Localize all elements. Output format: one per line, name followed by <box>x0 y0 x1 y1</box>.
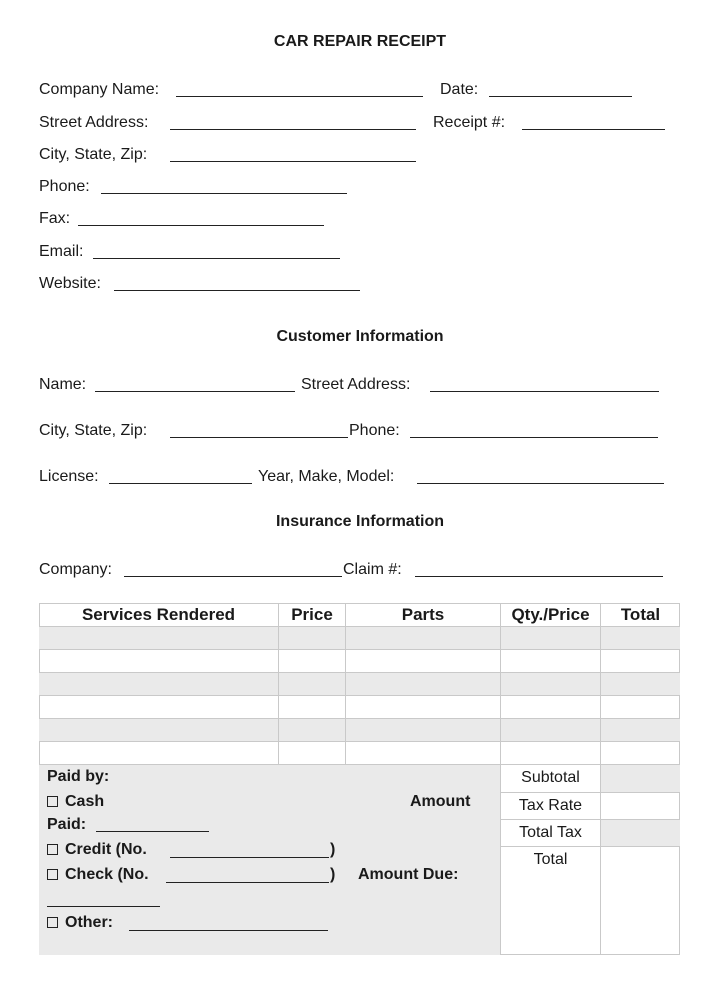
price-cell[interactable] <box>279 650 346 673</box>
license-label: License: <box>39 468 99 485</box>
price-cell[interactable] <box>279 719 346 742</box>
paid-label: Paid: <box>47 816 87 833</box>
street-address-label: Street Address: <box>39 114 149 131</box>
qty-price-cell[interactable] <box>501 719 601 742</box>
customer-street-field[interactable] <box>430 391 659 392</box>
credit-label: Credit (No. <box>65 841 147 858</box>
cash-checkbox-icon[interactable] <box>47 796 58 807</box>
services-cell[interactable] <box>39 650 279 673</box>
customer-name-field[interactable] <box>95 391 295 392</box>
price-cell[interactable] <box>279 696 346 719</box>
insurance-info-heading: Insurance Information <box>275 513 445 530</box>
total-tax-label: Total Tax <box>501 820 601 847</box>
receipt-number-field[interactable] <box>522 129 665 130</box>
other-option[interactable] <box>47 913 113 933</box>
qty-price-cell[interactable] <box>501 673 601 696</box>
website-label: Website: <box>39 275 101 292</box>
credit-close-paren: ) <box>330 841 336 858</box>
price-cell[interactable] <box>279 627 346 650</box>
customer-phone-field[interactable] <box>410 437 658 438</box>
claim-number-label: Claim #: <box>343 561 402 578</box>
page-title: CAR REPAIR RECEIPT <box>273 33 447 50</box>
qty-price-cell[interactable] <box>501 696 601 719</box>
total-cell[interactable] <box>601 673 680 696</box>
services-cell[interactable] <box>39 719 279 742</box>
date-label: Date: <box>440 81 479 98</box>
check-close-paren: ) <box>330 866 336 883</box>
receipt-number-label: Receipt #: <box>433 114 506 131</box>
other-field[interactable] <box>129 930 328 931</box>
customer-name-label: Name: <box>39 376 87 393</box>
check-extra-field[interactable] <box>47 906 160 907</box>
credit-checkbox-icon[interactable] <box>47 844 58 855</box>
street-address-field[interactable] <box>170 129 416 130</box>
subtotal-label: Subtotal <box>501 765 601 793</box>
paid-by-label: Paid by: <box>47 768 110 785</box>
parts-cell[interactable] <box>346 627 501 650</box>
license-field[interactable] <box>109 483 252 484</box>
parts-cell[interactable] <box>346 696 501 719</box>
services-table <box>39 603 680 955</box>
qty-price-cell[interactable] <box>501 742 601 765</box>
amount-label: Amount <box>410 793 471 810</box>
parts-cell[interactable] <box>346 650 501 673</box>
header-parts: Parts <box>346 603 501 627</box>
qty-price-cell[interactable] <box>501 650 601 673</box>
total-cell[interactable] <box>601 650 680 673</box>
customer-info-heading: Customer Information <box>276 328 444 345</box>
tax-rate-value[interactable] <box>601 793 680 820</box>
header-total: Total <box>601 603 680 627</box>
price-cell[interactable] <box>279 673 346 696</box>
services-cell[interactable] <box>39 696 279 719</box>
parts-cell[interactable] <box>346 742 501 765</box>
year-make-model-label: Year, Make, Model: <box>258 468 395 485</box>
parts-cell[interactable] <box>346 673 501 696</box>
phone-field[interactable] <box>101 193 347 194</box>
total-cell[interactable] <box>601 696 680 719</box>
check-checkbox-icon[interactable] <box>47 869 58 880</box>
customer-street-label: Street Address: <box>301 376 411 393</box>
services-cell[interactable] <box>39 673 279 696</box>
customer-phone-label: Phone: <box>349 422 400 439</box>
claim-number-field[interactable] <box>415 576 663 577</box>
fax-label: Fax: <box>39 210 71 227</box>
header-services-rendered: Services Rendered <box>39 603 279 627</box>
check-label: Check (No. <box>65 866 149 883</box>
total-cell[interactable] <box>601 627 680 650</box>
header-qty-price: Qty./Price <box>501 603 601 627</box>
check-option[interactable] <box>47 865 149 885</box>
price-cell[interactable] <box>279 742 346 765</box>
total-cell[interactable] <box>601 742 680 765</box>
customer-city-label: City, State, Zip: <box>39 422 148 439</box>
check-number-field[interactable] <box>166 882 329 883</box>
customer-city-field[interactable] <box>170 437 348 438</box>
website-field[interactable] <box>114 290 360 291</box>
date-field[interactable] <box>489 96 632 97</box>
total-cell[interactable] <box>601 719 680 742</box>
city-state-zip-label: City, State, Zip: <box>39 146 148 163</box>
phone-label: Phone: <box>39 178 90 195</box>
fax-field[interactable] <box>78 225 324 226</box>
city-state-zip-field[interactable] <box>170 161 416 162</box>
email-field[interactable] <box>93 258 340 259</box>
total-tax-value[interactable] <box>601 820 680 847</box>
email-label: Email: <box>39 243 84 260</box>
amount-paid-field[interactable] <box>96 831 209 832</box>
services-cell[interactable] <box>39 742 279 765</box>
company-name-field[interactable] <box>176 96 423 97</box>
total-label: Total <box>501 847 601 955</box>
subtotal-value[interactable] <box>601 765 680 793</box>
other-label: Other: <box>65 914 113 931</box>
amount-due-label: Amount Due: <box>358 866 459 883</box>
services-cell[interactable] <box>39 627 279 650</box>
tax-rate-label: Tax Rate <box>501 793 601 820</box>
credit-number-field[interactable] <box>170 857 329 858</box>
cash-label: Cash <box>65 793 105 810</box>
other-checkbox-icon[interactable] <box>47 917 58 928</box>
company-name-label: Company Name: <box>39 81 160 98</box>
insurance-company-label: Company: <box>39 561 112 578</box>
total-value[interactable] <box>601 847 680 955</box>
insurance-company-field[interactable] <box>124 576 342 577</box>
header-price: Price <box>279 603 346 627</box>
year-make-model-field[interactable] <box>417 483 664 484</box>
qty-price-cell[interactable] <box>501 627 601 650</box>
parts-cell[interactable] <box>346 719 501 742</box>
cash-option[interactable] <box>47 792 104 812</box>
credit-option[interactable] <box>47 840 147 860</box>
